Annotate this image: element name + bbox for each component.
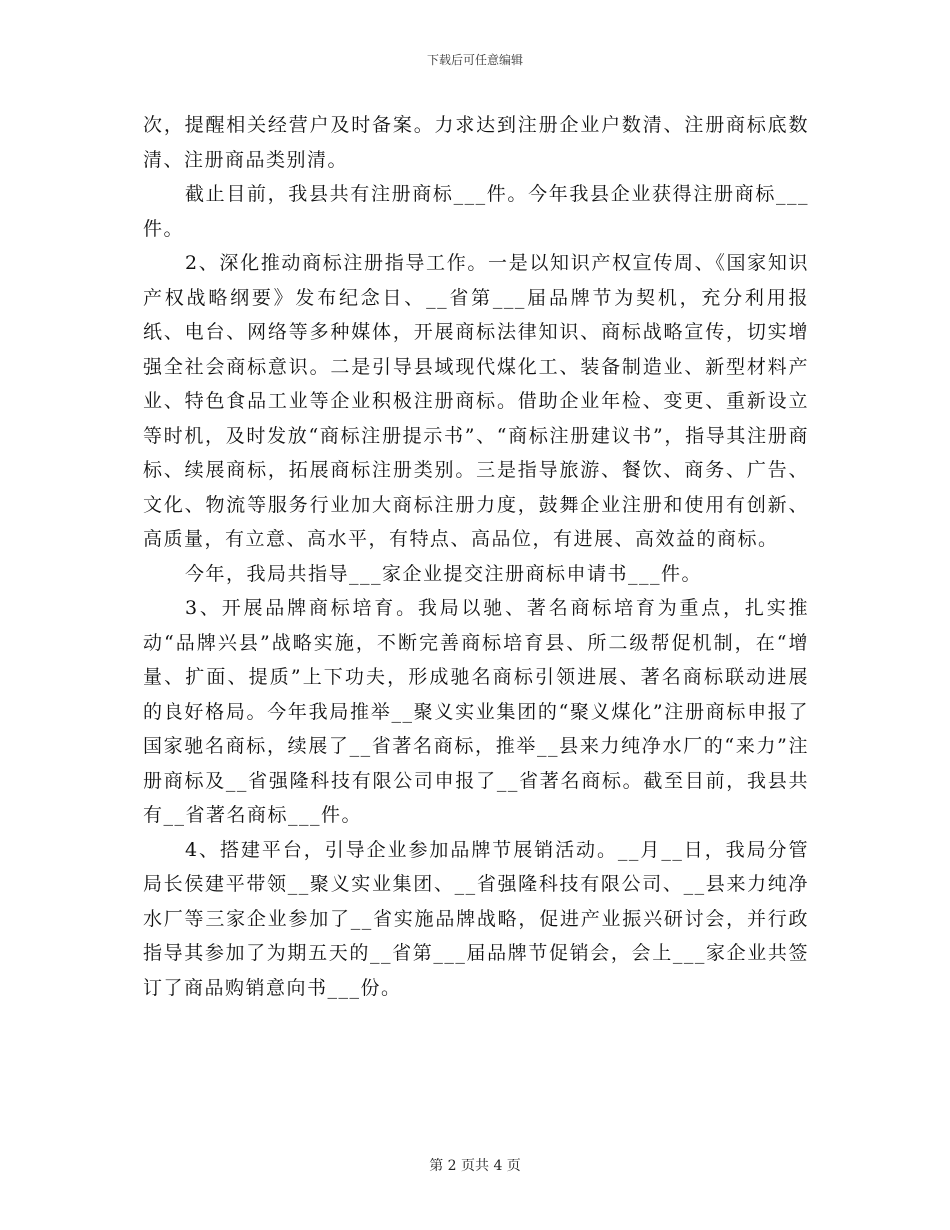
paragraph-1: 次，提醒相关经营户及时备案。力求达到注册企业户数清、注册商标底数清、注册商品类别清。 — [143, 114, 809, 171]
page-number: 第 2 页共 4 页 — [429, 1158, 521, 1174]
page-header-note: 下载后可任意编辑 — [426, 53, 523, 67]
paragraph-6: 4、搭建平台，引导企业参加品牌节展销活动。__月__日，我局分管局长侯建平带领__聚义实业集团、__省强隆科技有限公司、__县来力纯净水厂等三家企业参加了__省实施品牌战略，促进产业振兴研讨会，并行政指导其参加了为期五天的__省第___届品牌节促销会，会上___家企业共签订了商品购销意向书___份。 — [143, 838, 809, 999]
paragraph-5: 3、开展品牌商标培育。我局以驰、著名商标培育为重点，扎实推动“品牌兴县”战略实施，不断完善商标培育县、所二级帮促机制，在“增量、扩面、提质”上下功夫，形成驰名商标引领进展、著名商标联动进展的良好格局。今年我局推举__聚义实业集团的“聚义煤化”注册商标申报了国家驰名商标，续展了__省著名商标，推举__县来力纯净水厂的“来力”注册商标及__省强隆科技有限公司申报了__省著名商标。截至目前，我县共有__省著名商标___件。 — [143, 597, 809, 826]
paragraph-3: 2、深化推动商标注册指导工作。一是以知识产权宣传周、《国家知识产权战略纲要》发布纪念日、__省第___届品牌节为契机，充分利用报纸、电台、网络等多种媒体，开展商标法律知识、商标战略宣传，切实增强全社会商标意识。二是引导县域现代煤化工、装备制造业、新型材料产业、特色食品工业等企业积极注册商标。借助企业年检、变更、重新设立等时机，及时发放“商标注册提示书”、“商标注册建议书”，指导其注册商标、续展商标，拓展商标注册类别。三是指导旅游、餐饮、商务、广告、文化、物流等服务行业加大商标注册力度，鼓舞企业注册和使用有创新、高质量，有立意、高水平，有特点、高品位，有进展、高效益的商标。 — [143, 252, 809, 550]
document-body — [143, 108, 809, 1005]
paragraph-4: 今年，我局共指导___家企业提交注册商标申请书___件。 — [185, 562, 703, 585]
paragraph-2: 截止目前，我县共有注册商标___件。今年我县企业获得注册商标___件。 — [143, 183, 809, 240]
